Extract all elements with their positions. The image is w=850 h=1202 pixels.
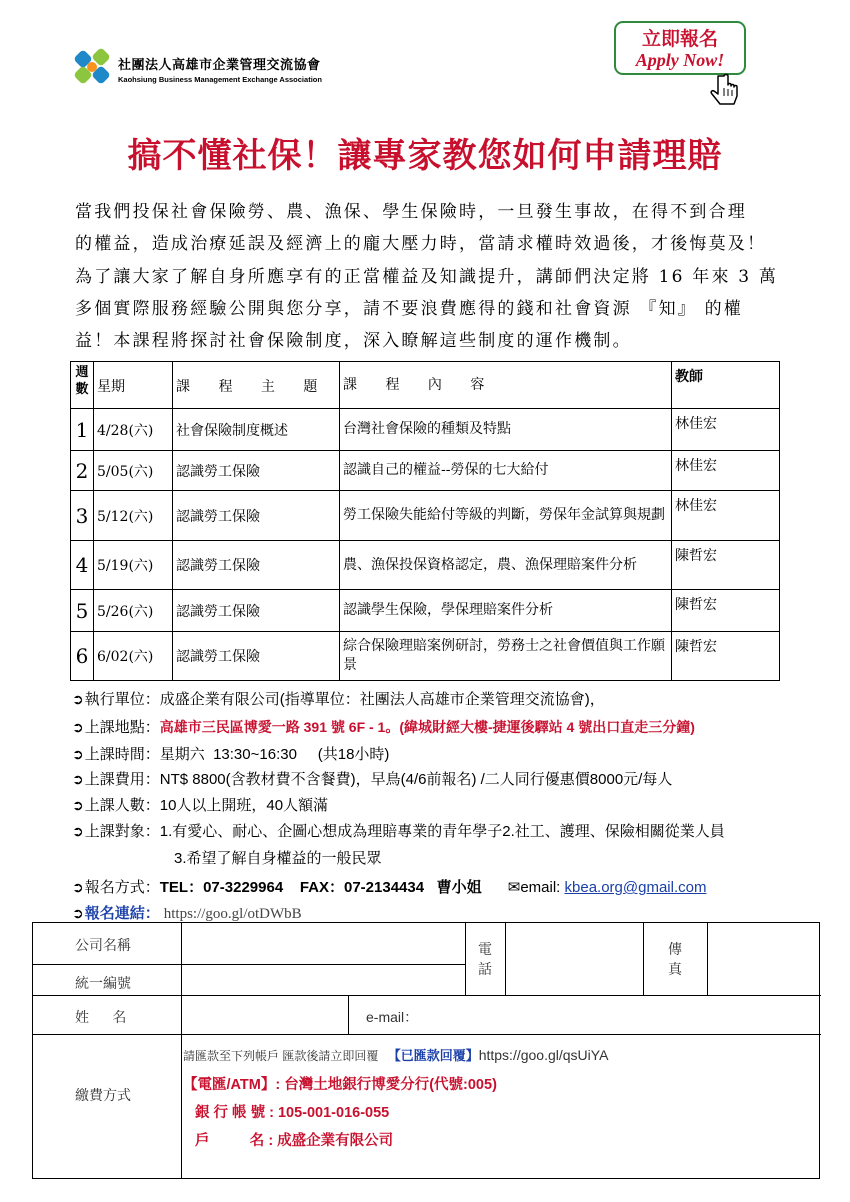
- email-field[interactable]: [433, 997, 819, 1032]
- organizer-value: 成盛企業有限公司(指導單位：社團法人高雄市企業管理交流協會)，: [159, 691, 605, 708]
- teacher-cell: 陳哲宏: [672, 541, 780, 590]
- company-name-label: 公司名稱: [75, 937, 131, 953]
- organization-name: 社團法人高雄市企業管理交流協會: [118, 58, 321, 73]
- week-number: 1: [71, 409, 94, 451]
- phone-label: 電話: [478, 941, 492, 977]
- teacher-cell: 陳哲宏: [672, 590, 780, 632]
- table-header-row: [71, 362, 780, 409]
- table-row: [71, 451, 780, 491]
- count-label: 上課人數：: [84, 797, 160, 814]
- intro-line: 的權益，造成治療延誤及經濟上的龐大壓力時，當請求權時效過後，才後悔莫及！: [75, 234, 767, 255]
- name-label: 姓 名: [75, 1009, 127, 1025]
- registration-form: [32, 922, 820, 1179]
- organizer-line: [72, 688, 605, 709]
- association-logo-icon: [72, 46, 116, 88]
- location-line: [72, 716, 695, 737]
- envelope-icon: ✉: [507, 879, 521, 896]
- time-line: [72, 743, 389, 764]
- arrow-right-icon: ➲: [72, 797, 84, 813]
- content-cell: 農、漁保投保資格認定，農、漁保理賠案件分析: [340, 541, 672, 590]
- link-label: 報名連結：: [84, 905, 160, 922]
- company-name-field[interactable]: [183, 925, 463, 962]
- course-schedule-table: [70, 361, 780, 681]
- arrow-right-icon: ➲: [72, 879, 84, 895]
- link-line: [72, 902, 302, 923]
- topic-cell: 認識勞工保險: [173, 491, 340, 541]
- topic-cell: 認識勞工保險: [173, 590, 340, 632]
- week-number: 6: [71, 632, 94, 681]
- day-cell: 6/02(六): [94, 632, 173, 681]
- name-field[interactable]: [183, 997, 346, 1032]
- topic-cell: 社會保險制度概述: [173, 409, 340, 451]
- register-line: [72, 876, 706, 897]
- content-cell: 認識學生保險，學保理賠案件分析: [340, 590, 672, 632]
- fax-field[interactable]: [709, 925, 819, 993]
- week-number: 3: [71, 491, 94, 541]
- topic-cell: 認識勞工保險: [173, 451, 340, 491]
- register-label: 報名方式：: [84, 879, 160, 896]
- table-row: [71, 409, 780, 451]
- register-tel: TEL：07-3229964 FAX：07-2134434 曹小姐: [159, 879, 482, 896]
- intro-line: 多個實際服務經驗公開與您分享，請不要浪費應得的錢和社會資源 『知』 的權: [75, 298, 744, 319]
- location-label: 上課地點：: [84, 719, 160, 736]
- intro-line: 當我們投保社會保險勞、農、漁保、學生保險時，一旦發生事故，在得不到合理: [75, 202, 747, 222]
- day-cell: 5/19(六): [94, 541, 173, 590]
- arrow-right-icon: ➲: [72, 719, 84, 735]
- teacher-cell: 林佳宏: [672, 491, 780, 541]
- header-content: 課 程 內 容: [340, 362, 672, 409]
- organization-name-en: Kaohsiung Business Management Exchange Association: [118, 75, 322, 84]
- payment-label: 繳費方式: [75, 1087, 131, 1103]
- fax-label: 傳真: [668, 941, 682, 977]
- day-cell: 4/28(六): [94, 409, 173, 451]
- fee-line: [72, 768, 672, 789]
- target-line: [72, 820, 725, 841]
- table-row: [71, 632, 780, 681]
- teacher-cell: 陳哲宏: [672, 632, 780, 681]
- time-value: 星期六 13:30~16:30 (共18小時): [159, 746, 390, 763]
- day-cell: 5/05(六): [94, 451, 173, 491]
- payment-reply-link[interactable]: https://goo.gl/qsUiYA: [478, 1047, 609, 1063]
- header-topic: 課 程 主 題: [173, 362, 340, 409]
- header-teacher: 教師: [672, 362, 780, 409]
- organizer-label: 執行單位：: [84, 691, 160, 708]
- payment-reply-label: 【已匯款回覆】: [387, 1048, 479, 1063]
- account-number: 銀 行 帳 號 : 105-001-016-055: [195, 1105, 390, 1121]
- location-value: 高雄市三民區博愛一路 391 號 6F - 1。(緯城財經大樓-捷運後驛站 4 號出口直走三分鐘): [159, 719, 695, 735]
- arrow-right-icon: ➲: [72, 746, 84, 762]
- register-email-label: email:: [520, 879, 565, 896]
- fee-value: NT$ 8800(含教材費不含餐費)，早鳥(4/6前報名) /二人同行優惠價8000元/每人: [159, 771, 673, 788]
- count-line: [72, 794, 328, 815]
- teacher-cell: 林佳宏: [672, 409, 780, 451]
- tax-id-label: 統一編號: [75, 975, 131, 991]
- email-label: e-mail：: [366, 1009, 419, 1025]
- content-cell: 綜合保險理賠案例研討，勞務士之社會價值與工作願景: [340, 632, 672, 681]
- table-row: [71, 541, 780, 590]
- arrow-right-icon: ➲: [72, 905, 84, 921]
- content-cell: 台灣社會保險的種類及特點: [340, 409, 672, 451]
- arrow-right-icon: ➲: [72, 771, 84, 787]
- target-value-2: 3.希望了解自身權益的一般民眾: [174, 850, 382, 867]
- hand-cursor-icon: [706, 72, 746, 112]
- teacher-cell: 林佳宏: [672, 451, 780, 491]
- intro-line: 益！本課程將探討社會保險制度，深入瞭解這些制度的運作機制。: [75, 331, 632, 352]
- content-cell: 勞工保險失能給付等級的判斷，勞保年金試算與規劃: [340, 491, 672, 541]
- table-row: [71, 590, 780, 632]
- payment-note-text: 請匯款至下列帳戶 匯款後請立即回覆: [183, 1049, 379, 1063]
- week-number: 2: [71, 451, 94, 491]
- count-value: 10人以上開班，40人額滿: [159, 797, 329, 814]
- header-day: 星期: [94, 362, 173, 409]
- header-week: 週數: [71, 362, 94, 409]
- tax-id-field[interactable]: [183, 966, 463, 994]
- payment-note: [183, 1045, 608, 1064]
- topic-cell: 認識勞工保險: [173, 632, 340, 681]
- day-cell: 5/12(六): [94, 491, 173, 541]
- week-number: 5: [71, 590, 94, 632]
- day-cell: 5/26(六): [94, 590, 173, 632]
- arrow-right-icon: ➲: [72, 823, 84, 839]
- content-cell: 認識自己的權益--勞保的七大給付: [340, 451, 672, 491]
- time-label: 上課時間：: [84, 746, 160, 763]
- register-email-link[interactable]: kbea.org@gmail.com: [564, 879, 707, 896]
- apply-label-cn: 立即報名: [641, 28, 718, 50]
- apply-now-button[interactable]: [614, 21, 746, 75]
- apply-label-en: Apply Now!: [635, 50, 725, 70]
- table-row: [71, 491, 780, 541]
- phone-field[interactable]: [507, 925, 641, 993]
- intro-paragraph: [75, 196, 780, 357]
- arrow-right-icon: ➲: [72, 691, 84, 707]
- account-holder: 戶 名 : 成盛企業有限公司: [195, 1133, 394, 1149]
- registration-link[interactable]: https://goo.gl/otDWbB: [163, 906, 302, 922]
- target-label: 上課對象：: [84, 823, 160, 840]
- topic-cell: 認識勞工保險: [173, 541, 340, 590]
- bank-info: 【電匯/ATM】: 台灣土地銀行博愛分行(代號:005): [183, 1077, 497, 1093]
- week-number: 4: [71, 541, 94, 590]
- page-title: 搞不懂社保！讓專家教您如何申請理賠: [127, 136, 723, 176]
- target-value: 1.有愛心、耐心、企圖心想成為理賠專業的青年學子2.社工、護理、保險相關從業人員: [159, 823, 725, 840]
- intro-line: 為了讓大家了解自身所應享有的正當權益及知識提升，講師們決定將 16 年來 3 萬: [75, 266, 779, 287]
- fee-label: 上課費用：: [84, 771, 160, 788]
